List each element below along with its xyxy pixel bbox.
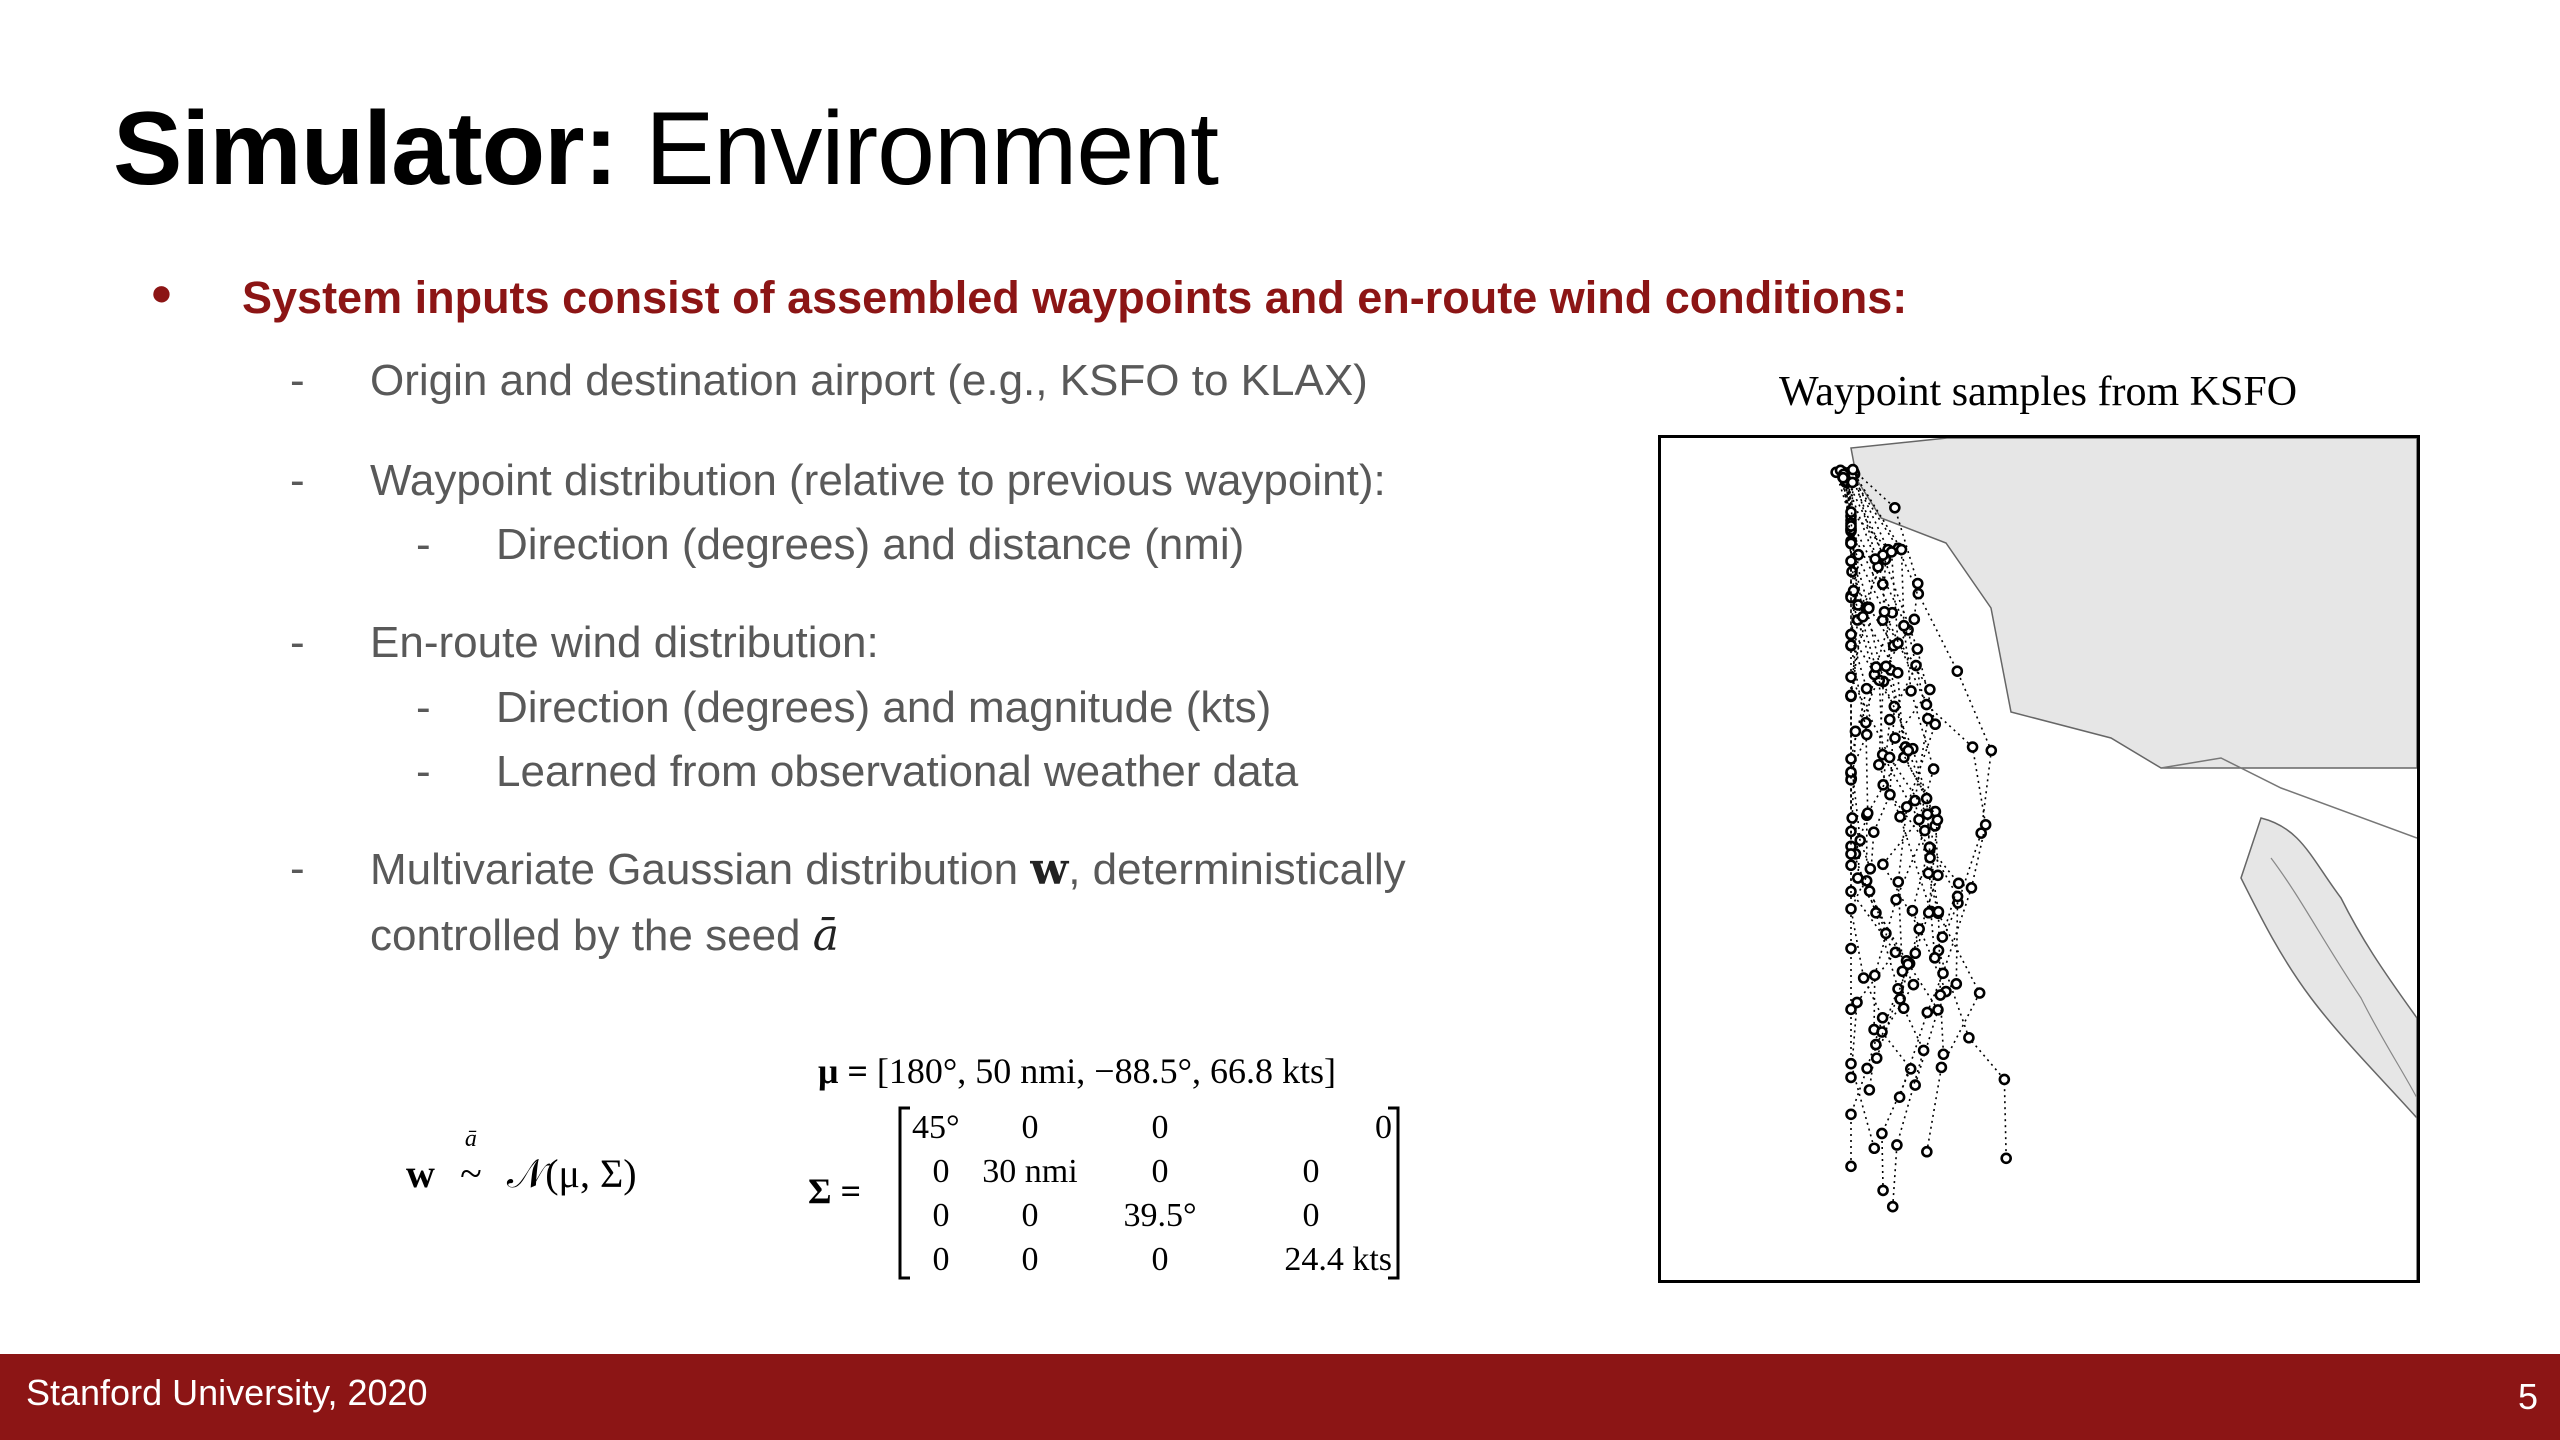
waypoint-marker [1870,971,1879,980]
waypoint-marker [1847,691,1856,700]
waypoint-marker [1929,764,1938,773]
waypoint-marker [1952,979,1961,988]
waypoint-marker [1894,984,1903,993]
peninsula-region [2241,818,2417,1280]
dash-icon: - [416,683,431,732]
waypoint-marker [1847,557,1856,566]
waypoint-marker [1896,812,1905,821]
matrix-row [912,1150,1392,1194]
waypoint-marker [1847,1059,1856,1068]
list-item-text: Learned from observational weather data [496,747,1299,796]
waypoint-marker [1936,991,1945,1000]
waypoint-marker [1934,907,1943,916]
waypoint-marker [1847,673,1856,682]
waypoint-marker [1847,944,1856,953]
waypoint-marker [1866,864,1875,873]
list-item-text: Direction (degrees) and magnitude (kts) [496,683,1272,732]
waypoint-marker [1861,718,1870,727]
matrix-cell: 0 [1151,1109,1169,1146]
waypoint-marker [1888,1202,1897,1211]
waypoint-marker [1872,1054,1881,1063]
matrix-cell: 0 [1021,1197,1039,1234]
waypoint-marker [1892,1140,1901,1149]
gaussian-text-a: Multivariate Gaussian distribution [370,845,1031,894]
waypoint-marker [1925,685,1934,694]
waypoint-marker [1891,734,1900,743]
waypoint-marker [1839,473,1848,482]
waypoint-marker [1913,579,1922,588]
waypoint-marker [1922,794,1931,803]
waypoint-marker [1848,478,1857,487]
waypoint-marker [1878,580,1887,589]
matrix-cell: 45° [912,1109,960,1146]
waypoint-marker [1938,933,1947,942]
waypoint-marker [1865,887,1874,896]
waypoint-marker [1878,860,1887,869]
waypoint-marker [1887,547,1896,556]
gaussian-text-c: controlled by the seed [370,911,813,960]
waypoint-marker [1954,879,1963,888]
waypoint-marker [1871,555,1880,564]
waypoint-path [1843,478,1943,1055]
waypoint-marker [1847,861,1856,870]
waypoint-marker [1975,989,1984,998]
matrix-cell: 0 [1375,1109,1392,1146]
matrix-cell: 0 [1151,1153,1169,1190]
title-rest: Environment [617,91,1218,207]
waypoint-marker [1859,974,1868,983]
dash-icon: - [290,618,305,667]
waypoint-marker [1870,1144,1879,1153]
waypoint-marker [1981,820,1990,829]
waypoint-marker [1914,589,1923,598]
figure-title: Waypoint samples from KSFO [1778,369,2298,415]
matrix-row [912,1238,1392,1282]
waypoint-marker [1911,949,1920,958]
waypoint-marker [1909,980,1918,989]
waypoint-marker [1891,948,1900,957]
waypoint-marker [1864,604,1873,613]
waypoint-marker [1923,1008,1932,1017]
matrix-cell: 0 [932,1153,950,1190]
waypoint-marker [1939,969,1948,978]
waypoint-marker [1863,809,1872,818]
eq-dist: 𝒩(μ, Σ) [506,1151,637,1196]
waypoint-marker [1848,814,1857,823]
mu-equation [818,1050,1336,1092]
matrix-cell: 0 [1302,1197,1320,1234]
waypoint-marker [2002,1154,2011,1163]
waypoint-marker [1872,663,1881,672]
tilde-sup: ā [464,1126,477,1152]
list-item-text: Direction (degrees) and distance (nmi) [496,520,1245,569]
waypoint-marker [1862,730,1871,739]
waypoint-marker [1939,1050,1948,1059]
waypoint-marker [1910,796,1919,805]
waypoint-marker [1847,1110,1856,1119]
waypoint-marker [1847,1005,1856,1014]
slide-title [113,92,1218,206]
waypoint-marker [1931,720,1940,729]
waypoint-marker [1874,760,1883,769]
dash-icon: - [416,520,431,569]
mu-value: [180°, 50 nmi, −88.5°, 66.8 kts] [876,1051,1337,1091]
matrix-cell: 0 [1151,1241,1169,1278]
waypoint-marker [1968,743,1977,752]
waypoint-path [1846,478,1938,1086]
waypoint-marker [1964,1033,1973,1042]
state-border [2161,758,2417,838]
waypoint-marker [1847,754,1856,763]
waypoint-marker [1922,1147,1931,1156]
waypoint-marker [1879,1186,1888,1195]
waypoint-marker [1880,607,1889,616]
waypoint-marker [1893,668,1902,677]
list-item-text: En-route wind distribution: [370,618,879,667]
bullet-dot-icon: ● [150,272,173,314]
waypoint-marker [1877,1129,1886,1138]
waypoint-marker [1910,615,1919,624]
waypoint-marker [1847,849,1856,858]
waypoint-marker [1853,874,1862,883]
waypoint-marker [1847,904,1856,913]
waypoint-marker [1863,1064,1872,1073]
matrix-cell: 0 [1021,1241,1039,1278]
sigma-matrix [912,1106,1392,1282]
matrix-row [912,1106,1392,1150]
matrix-cell: 39.5° [1123,1197,1197,1234]
waypoint-marker [1987,746,1996,755]
mu-label: μ = [818,1051,868,1091]
matrix-cell: 0 [1021,1109,1039,1146]
list-item-text: Waypoint distribution (relative to previous waypoint): [370,456,1386,505]
waypoint-marker [1924,908,1933,917]
matrix-cell: 30 nmi [982,1153,1078,1190]
waypoint-marker [1895,1093,1904,1102]
dash-icon: - [290,356,305,405]
dash-icon: - [416,747,431,796]
waypoint-marker [1922,700,1931,709]
waypoint-marker [1902,802,1911,811]
waypoint-marker [1897,545,1906,554]
waypoint-marker [1967,883,1976,892]
waypoint-marker [1953,667,1962,676]
matrix-cell: 24.4 kts [1284,1241,1392,1278]
waypoint-marker [1915,925,1924,934]
waypoint-marker [1869,828,1878,837]
gaussian-text-b: , deterministically [1068,845,1406,894]
waypoint-marker [1899,1004,1908,1013]
waypoint-map [1658,435,2420,1283]
waypoint-marker [2000,1075,2009,1084]
sigma-label: Σ = [808,1171,862,1211]
waypoint-marker [1890,503,1899,512]
distribution-equation [406,1126,637,1197]
waypoint-marker [1851,727,1860,736]
title-bold: Simulator: [113,91,618,207]
waypoint-marker [1933,816,1942,825]
waypoint-marker [1848,465,1857,474]
waypoint-marker [1906,686,1915,695]
dash-icon: - [290,456,305,505]
footer-bar [0,1354,2560,1440]
waypoint-marker [1862,684,1871,693]
waypoint-marker [1919,1046,1928,1055]
waypoint-marker [1878,1013,1887,1022]
matrix-cell: 0 [1302,1153,1320,1190]
waypoint-marker [1937,1063,1946,1072]
w-symbol: w [1030,844,1069,895]
list-item-text: Origin and destination airport (e.g., KSFO to KLAX) [370,356,1368,405]
matrix-row [912,1194,1392,1238]
waypoint-marker [1898,967,1907,976]
matrix-cell: 0 [932,1241,950,1278]
page-number: 5 [2517,1376,2538,1417]
waypoint-marker [1904,746,1913,755]
waypoint-marker [1923,810,1932,819]
waypoint-marker [1930,953,1939,962]
waypoint-marker [1885,753,1894,762]
map-canvas [1661,438,2417,1280]
list-item-text [370,844,1406,895]
tilde-sym: ~ [460,1151,482,1196]
seeded-tilde [451,1126,491,1197]
eq-w: w [406,1151,435,1196]
waypoint-path [1851,482,1986,1097]
seed-symbol: ā [812,910,839,961]
waypoint-marker [1865,1085,1874,1094]
waypoint-marker [1906,1064,1915,1073]
waypoint-marker [1882,662,1891,671]
waypoint-marker [1899,621,1908,630]
waypoint-marker [1913,645,1922,654]
main-bullet-text: System inputs consist of assembled waypoints and en-route wind conditions: [242,272,1908,323]
list-item-text [370,910,839,961]
footer-institution: Stanford University, 2020 [26,1372,428,1413]
waypoint-marker [1926,853,1935,862]
waypoint-marker [1847,1162,1856,1171]
waypoint-marker [1849,586,1858,595]
waypoint-marker [1894,877,1903,886]
waypoint-marker [1933,871,1942,880]
waypoint-marker [1847,539,1856,548]
matrix-cell: 0 [932,1197,950,1234]
dash-icon: - [290,844,305,893]
waypoint-marker [1847,630,1856,639]
waypoint-marker [1885,790,1894,799]
